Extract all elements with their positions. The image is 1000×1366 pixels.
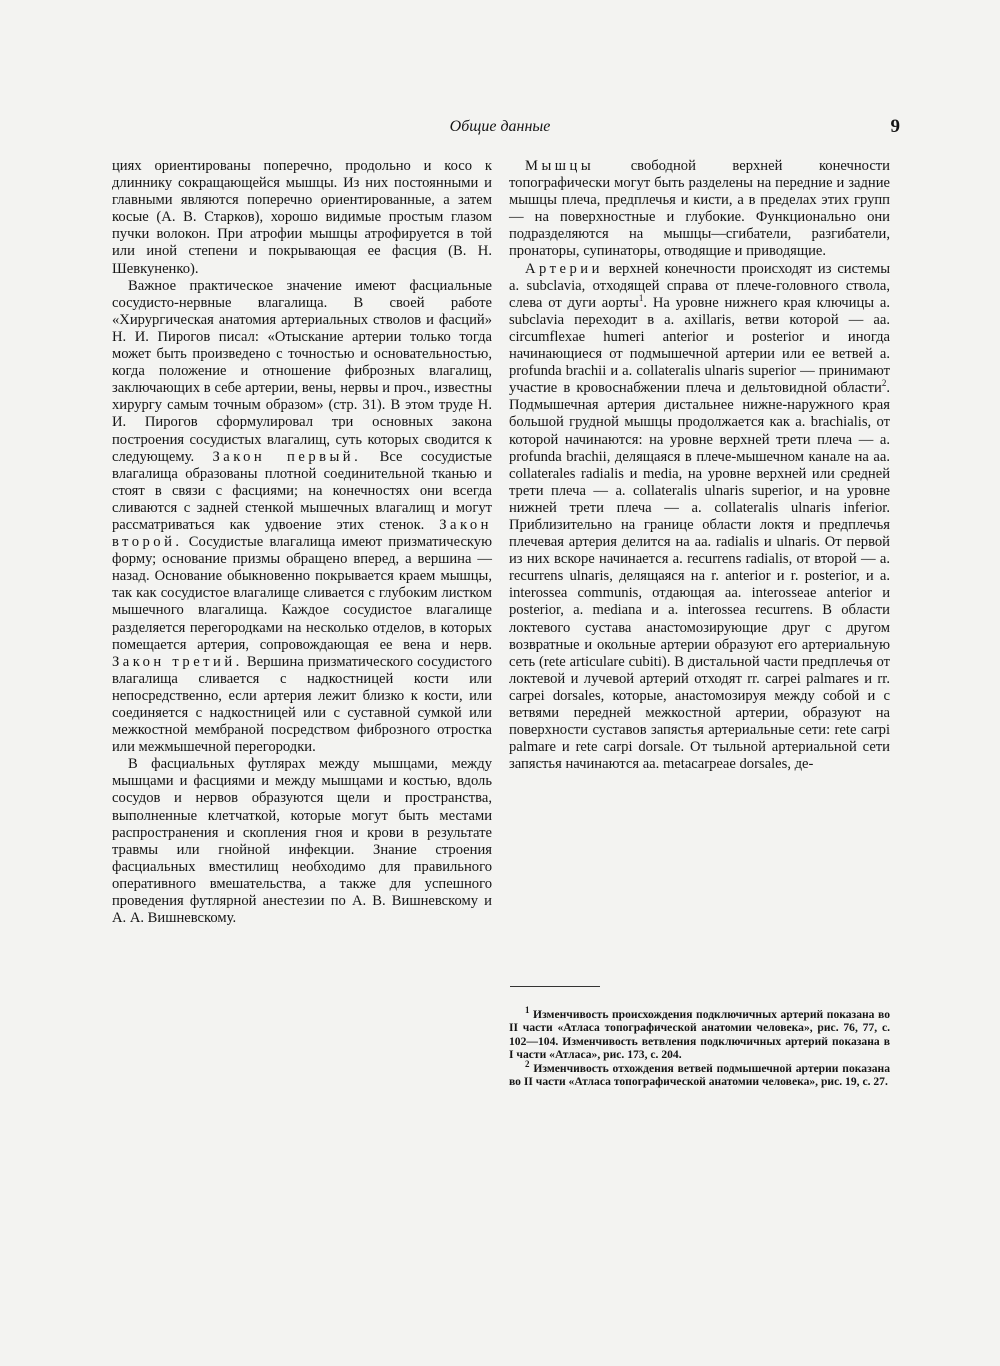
footnote-divider <box>510 986 600 987</box>
term-muscles: Мышцы <box>525 158 595 174</box>
paragraph-text: Все сосудистые влагалища образованы плотной соединительной тканью и стоят в связи с фасциями; на конечностях они всегда сливаются с задней стенкой мышечных влагалищ и могут рассматриваться как удвоение этих стенок. <box>112 448 492 533</box>
right-column <box>509 158 890 773</box>
footnote-mark-1: 1 <box>638 292 644 303</box>
law-heading-2: Закон второй. <box>112 516 492 551</box>
right-paragraph-1 <box>509 158 890 261</box>
left-column <box>112 158 492 927</box>
page-number: 9 <box>890 116 900 137</box>
paragraph-text: . Подмышечная артерия дистальнее нижне-наружного края большой грудной мышцы продолжается как a. brachialis, от которой начинаются: на уровне верхней трети плеча — a. profunda brachii, делящаяся в плече-мышечном канале на aa. collaterales radialis и media, на уровне верхней или средней трети плеча — a. collateralis ulnaris superior, и на уровне нижней трети плеча — a. collateralis ulnaris inferior. Приблизительно на границе области локтя и предплечья плечевая артерия делится на aa. radialis и ulnaris. От первой из них вскоре начинается a. recurrens radialis, от второй — a. recurrens ulnaris, делящаяся на r. anterior и r. posterior, и a. interossea communis, отдающая aa. interosseae anterior и posterior, a. mediana и a. interossea recurrens. В области локтевого сустава анастомозирующие друг с другом возвратные и окольные артерии образуют его артериальную сеть (rete articulare cubiti). В дистальной части предплечья от локтевой и лучевой артерий отходят rr. carpei palmares и rr. carpei dorsales, которые, анастомозируя между собой и с ветвями передней межкостной артерии, образуют на поверхности суставов запястья артериальные сети: rete carpi palmare и rete carpi dorsale. От тыльной артериальной сети запястья начинаются aa. metacarpeae dorsales, де- <box>509 380 890 773</box>
paragraph-text: Сосудистые влагалища имеют призматическую форму; основание призмы обращено вперед, а вершина — назад. Основание обыкновенно покрывается краем мышцы, так как сосудистое влагалище сливается с глубоким листком мышечного влагалища. Каждое сосудистое влагалище разделяется перегородками на несколько отделов, в которых помещается артерия, сопровождающая ее вена и нерв. <box>112 534 492 653</box>
paragraph-text: Вершина призматического сосудистого влагалища сливается с надкостницей кости или непосредственно, если артерия лежит близко к кости, или соединяется с надкостницей или с суставной сумкой или межкостной мембраной посредством фиброзного отростка или межмышечной перегородки. <box>112 653 492 756</box>
law-heading-3: Закон третий. <box>112 653 243 670</box>
paragraph-text: . На уровне нижнего края ключицы a. subclavia переходит в a. axillaris, ветви которой — aa. circumflexae humeri anterior и posterior и иногда начинающиеся от подмышечной артерии или ее ветвей a. profunda brachii и a. collateralis ulnaris superior — принимают участие в кровоснабжении плеча и дельтовидной области <box>509 294 890 397</box>
right-paragraph-2 <box>509 261 890 774</box>
left-paragraph-3: В фасциальных футлярах между мышцами, между мышцами и фасциями и между мышцами и костью, вдоль сосудов и нервов образуются щели и пространства, выполненные клетчаткой, которые могут быть местами распространения и скопления гноя и крови в результате травмы или гнойной инфекции. Знание строения фасциальных вместилищ необходимо для правильного оперативного вмешательства, а также для успешного проведения футлярной анестезии по А. В. Вишневскому и А. А. Вишневскому. <box>112 756 492 927</box>
footnote-number: 2 <box>525 1058 530 1069</box>
footnotes <box>509 1005 890 1089</box>
footnote-1 <box>509 1005 890 1062</box>
left-paragraph-1: циях ориентированы поперечно, продольно и косо к длиннику сокращающейся мышцы. Из них постоянными и главными являются поперечно ориентированные, а затем косые (А. В. Старков), хорошо видимые простым глазом пучки волокон. При атрофии мышцы атрофируется в той или иной степени и покрывающая ее фасция (В. Н. Шевкуненко). <box>112 158 492 277</box>
footnote-number: 1 <box>525 1005 530 1016</box>
running-title: Общие данные <box>449 118 551 135</box>
footnote-2 <box>509 1058 890 1089</box>
left-paragraph-2 <box>112 278 492 757</box>
paragraph-text: свободной верхней конечности топографически могут быть разделены на передние и задние мышцы плеча, предплечья и кисти, а в пределах этих групп — на поверхностные и глубокие. Функционально они подразделяются на мышцы—сгибатели, разгибатели, пронаторы, супинаторы, отводящие и приводящие. <box>509 158 890 260</box>
term-arteries: Артерии <box>525 260 603 277</box>
law-heading-1: Закон первый. <box>212 448 362 465</box>
footnote-text: Изменчивость отхождения ветвей подмышечной артерии показана во II части «Атласа топографической анатомии человека», рис. 19, с. 27. <box>509 1061 890 1089</box>
footnote-text: Изменчивость происхождения подключичных артерий показана во II части «Атласа топографической анатомии человека», рис. 76, 77, с. 102—104. Изменчивость ветвления подключичных артерий показана в I части «Атласа», рис. 173, с. 204. <box>509 1008 890 1062</box>
paragraph-text: верхней конечности происходят из системы a. subclavia, отходящей справа от плече-головного ствола, слева от дуги аорты <box>509 260 890 311</box>
paragraph-text: Важное практическое значение имеют фасциальные сосудисто-нервные влагалища. В своей работе «Хирургическая анатомия артериальных стволов и фасций» Н. И. Пирогов писал: «Отыскание артерии только тогда может быть произведено с точностью и основательностью, когда положение и отношение фиброзных влагалищ, заключающих в себе артерии, вены, нервы и проч., известны хирургу самым точным образом» (стр. 31). В этом труде Н. И. Пирогов сформулировал три основных закона построения сосудистых влагалищ, суть которых сводится к следующему. <box>112 277 492 465</box>
footnote-mark-2: 2 <box>881 378 887 389</box>
